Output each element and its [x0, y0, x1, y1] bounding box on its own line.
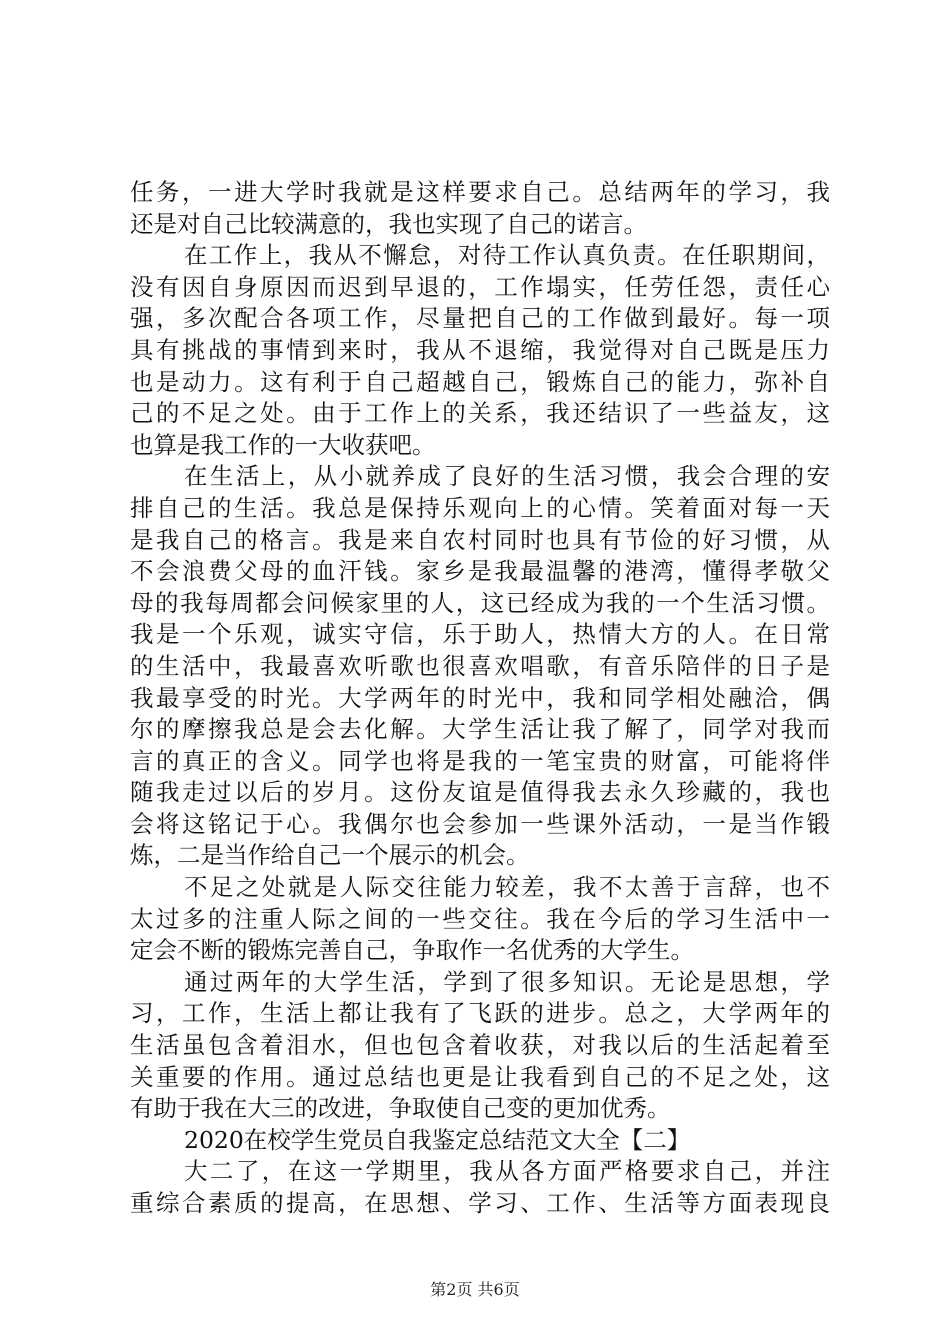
paragraph [130, 177, 830, 240]
text-line: 具有挑战的事情到来时，我从不退缩，我觉得对自己既是压力 [130, 335, 830, 364]
text-line: 的生活中，我最喜欢听歌也很喜欢唱歌，有音乐陪伴的日子是 [130, 651, 830, 680]
text-line: 通过两年的大学生活，学到了很多知识。无论是思想，学 [184, 967, 830, 996]
paragraph [130, 1156, 830, 1219]
text-line: 尔的摩擦我总是会去化解。大学生活让我了解了，同学对我而 [130, 715, 830, 744]
text-line: 排自己的生活。我总是保持乐观向上的心情。笑着面对每一天 [130, 493, 830, 522]
paragraph [130, 967, 830, 1125]
text-line: 生活虽包含着泪水，但也包含着收获，对我以后的生活起着至 [130, 1031, 830, 1060]
text-line: 定会不断的锻炼完善自己，争取作一名优秀的大学生。 [130, 936, 694, 965]
text-line: 太过多的注重人际之间的一些交往。我在今后的学习生活中一 [130, 904, 830, 933]
text-line: 任务，一进大学时我就是这样要求自己。总结两年的学习，我 [130, 178, 830, 206]
text-line: 不足之处就是人际交往能力较差，我不太善于言辞，也不 [184, 873, 830, 902]
paragraph [130, 872, 830, 967]
text-line: 也算是我工作的一大收获吧。 [130, 430, 436, 459]
text-line: 随我走过以后的岁月。这份友谊是值得我去永久珍藏的，我也 [130, 778, 830, 807]
text-line: 2020在校学生党员自我鉴定总结范文大全【二】 [184, 1125, 691, 1154]
page-footer: 第2页 共6页 [430, 1280, 520, 1299]
text-line: 重综合素质的提高，在思想、学习、工作、生活等方面表现良 [130, 1189, 830, 1217]
text-line: 没有因自身原因而迟到早退的，工作塌实，任劳任怨，责任心 [130, 272, 830, 301]
paragraph [130, 461, 830, 872]
paragraph [130, 1125, 830, 1157]
text-line: 炼，二是当作给自己一个展示的机会。 [130, 841, 530, 870]
text-line: 不会浪费父母的血汗钱。家乡是我最温馨的港湾，懂得孝敬父 [130, 557, 830, 586]
paragraph [130, 240, 830, 461]
text-line: 我最享受的时光。大学两年的时光中，我和同学相处融洽，偶 [130, 683, 830, 712]
text-line: 会将这铭记于心。我偶尔也会参加一些课外活动，一是当作锻 [130, 809, 830, 838]
text-line: 是我自己的格言。我是来自农村同时也具有节俭的好习惯，从 [130, 525, 830, 554]
text-line: 在工作上，我从不懈怠，对待工作认真负责。在任职期间， [184, 241, 830, 270]
text-line: 己的不足之处。由于工作上的关系，我还结识了一些益友，这 [130, 399, 830, 428]
text-line: 言的真正的含义。同学也将是我的一笔宝贵的财富，可能将伴 [130, 746, 830, 775]
document-body [130, 177, 830, 1220]
text-line: 也是动力。这有利于自己超越自己，锻炼自己的能力，弥补自 [130, 367, 830, 396]
text-line: 大二了，在这一学期里，我从各方面严格要求自己，并注 [184, 1157, 830, 1186]
text-line: 还是对自己比较满意的，我也实现了自己的诺言。 [130, 209, 647, 238]
text-line: 在生活上，从小就养成了良好的生活习惯，我会合理的安 [184, 462, 830, 491]
text-line: 有助于我在大三的改进，争取使自己变的更加优秀。 [130, 1094, 671, 1123]
text-line: 我是一个乐观，诚实守信，乐于助人，热情大方的人。在日常 [130, 620, 830, 649]
text-line: 关重要的作用。通过总结也更是让我看到自己的不足之处，这 [130, 1062, 830, 1091]
text-line: 母的我每周都会问候家里的人，这已经成为我的一个生活习惯。 [130, 588, 830, 617]
text-line: 习，工作，生活上都让我有了飞跃的进步。总之，大学两年的 [130, 999, 830, 1028]
text-line: 强，多次配合各项工作，尽量把自己的工作做到最好。每一项 [130, 304, 830, 333]
